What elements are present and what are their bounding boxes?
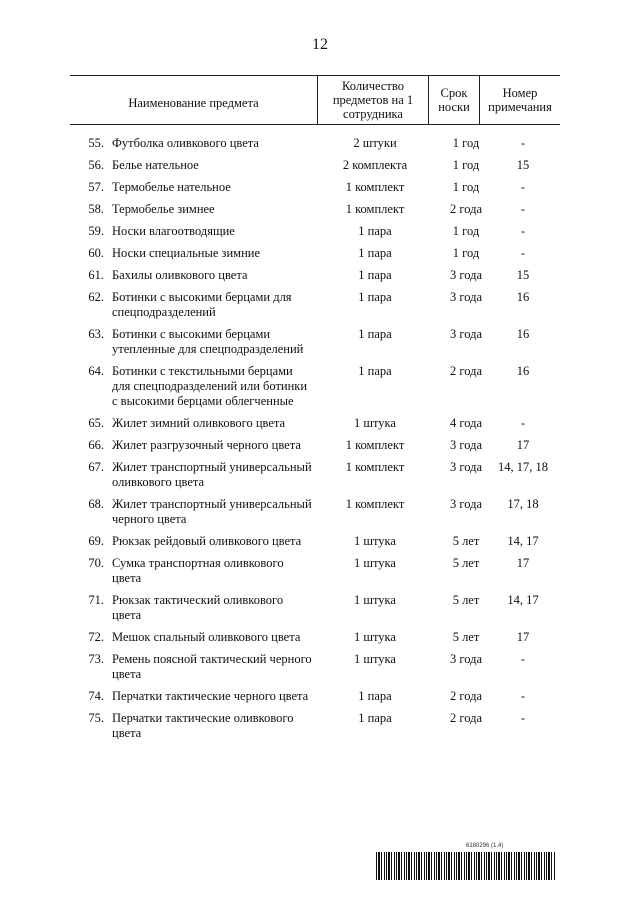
item-term: 3 года — [450, 460, 482, 474]
row-number: 66. — [88, 438, 104, 452]
table-row — [0, 593, 640, 623]
row-number: 57. — [88, 180, 104, 194]
item-quantity: 1 штука — [354, 652, 396, 666]
row-number: 59. — [88, 224, 104, 238]
item-quantity: 1 штука — [354, 593, 396, 607]
item-note: 15 — [516, 268, 530, 282]
item-name: Футболка оливкового цвета — [112, 136, 259, 150]
item-term: 4 года — [450, 416, 482, 430]
item-term: 3 года — [450, 652, 482, 666]
item-quantity: 1 пара — [358, 327, 392, 341]
item-note: - — [520, 689, 526, 703]
row-number: 55. — [88, 136, 104, 150]
row-number: 62. — [88, 290, 104, 304]
item-name: Перчатки тактические оливкового цвета — [112, 711, 294, 740]
item-term: 1 год — [452, 158, 480, 172]
table-row — [0, 460, 640, 490]
item-term: 1 год — [452, 246, 480, 260]
table-row — [0, 290, 640, 320]
item-note: - — [520, 180, 526, 194]
table-row — [0, 416, 640, 431]
item-name: Жилет зимний оливкового цвета — [112, 416, 286, 430]
table-row — [0, 556, 640, 586]
item-name: Носки влагоотводящие — [112, 224, 235, 238]
item-name: Белье нательное — [112, 158, 199, 172]
table-row — [0, 711, 640, 741]
item-quantity: 1 комплект — [345, 460, 405, 474]
header-quantity: Количество предметов на 1 сотрудника — [318, 76, 429, 124]
row-number: 65. — [88, 416, 104, 430]
item-term: 5 лет — [452, 556, 480, 570]
item-term: 2 года — [450, 711, 482, 725]
item-note: - — [520, 416, 526, 430]
item-note: - — [520, 246, 526, 260]
row-number: 60. — [88, 246, 104, 260]
item-term: 2 года — [450, 202, 482, 216]
item-name: Бахилы оливкового цвета — [112, 268, 248, 282]
item-name: Сумка транспортная оливкового цвета — [112, 556, 284, 585]
item-term: 5 лет — [452, 593, 480, 607]
row-number: 68. — [88, 497, 104, 511]
item-term: 3 года — [450, 268, 482, 282]
row-number: 69. — [88, 534, 104, 548]
table-row — [0, 136, 640, 151]
item-term: 3 года — [450, 497, 482, 511]
item-name: Жилет разгрузочный черного цвета — [112, 438, 301, 452]
row-number: 56. — [88, 158, 104, 172]
item-term: 1 год — [452, 180, 480, 194]
item-quantity: 1 комплект — [345, 180, 405, 194]
item-name: Перчатки тактические черного цвета — [112, 689, 309, 703]
row-number: 61. — [88, 268, 104, 282]
item-name: Ботинки с текстильными берцами для спецподразделений или ботинки с высокими берцами облегченные — [112, 364, 308, 408]
page-number: 12 — [312, 36, 328, 53]
item-name: Жилет транспортный универсальный оливкового цвета — [112, 460, 312, 489]
item-name: Носки специальные зимние — [112, 246, 261, 260]
item-quantity: 1 пара — [358, 689, 392, 703]
table-row — [0, 202, 640, 217]
row-number: 75. — [88, 711, 104, 725]
table-row — [0, 246, 640, 261]
header-note: Номер примечания — [488, 86, 552, 114]
row-number: 73. — [88, 652, 104, 666]
row-number: 67. — [88, 460, 104, 474]
table-row — [0, 364, 640, 409]
item-note: 16 — [516, 364, 530, 378]
item-term: 3 года — [450, 327, 482, 341]
item-note: - — [520, 202, 526, 216]
item-quantity: 2 штуки — [353, 136, 397, 150]
item-quantity: 1 штука — [354, 630, 396, 644]
item-note: - — [520, 224, 526, 238]
item-quantity: 2 комплекта — [342, 158, 408, 172]
item-term: 1 год — [452, 136, 480, 150]
item-quantity: 1 пара — [358, 364, 392, 378]
item-term: 1 год — [452, 224, 480, 238]
table-row — [0, 327, 640, 357]
item-term: 3 года — [450, 290, 482, 304]
item-name: Ботинки с высокими берцами для спецподразделений — [112, 290, 292, 319]
item-name: Термобелье зимнее — [112, 202, 215, 216]
item-quantity: 1 комплект — [345, 497, 405, 511]
row-number: 70. — [88, 556, 104, 570]
row-number: 58. — [88, 202, 104, 216]
table-row — [0, 534, 640, 549]
item-note: 17 — [516, 630, 530, 644]
item-quantity: 1 пара — [358, 224, 392, 238]
document-id: 6180296 (1.4) — [466, 843, 504, 849]
item-note: 14, 17 — [507, 593, 539, 607]
item-quantity: 1 комплект — [345, 438, 405, 452]
table-row — [0, 652, 640, 682]
item-quantity: 1 штука — [354, 416, 396, 430]
item-quantity: 1 штука — [354, 534, 396, 548]
row-number: 74. — [88, 689, 104, 703]
item-name: Рюкзак тактический оливкового цвета — [112, 593, 284, 622]
table-row — [0, 689, 640, 704]
table-body — [0, 136, 640, 748]
row-number: 71. — [88, 593, 104, 607]
item-name: Ремень поясной тактический черного цвета — [112, 652, 312, 681]
table-row — [0, 268, 640, 283]
item-quantity: 1 штука — [354, 556, 396, 570]
item-quantity: 1 пара — [358, 290, 392, 304]
item-name: Жилет транспортный универсальный черного цвета — [112, 497, 312, 526]
item-name: Ботинки с высокими берцами утепленные для спецподразделений — [112, 327, 304, 356]
item-note: 15 — [516, 158, 530, 172]
table-row — [0, 438, 640, 453]
item-note: 16 — [516, 290, 530, 304]
item-term: 2 года — [450, 689, 482, 703]
table-row — [0, 224, 640, 239]
item-name: Рюкзак рейдовый оливкового цвета — [112, 534, 302, 548]
header-name: Наименование предмета — [70, 76, 318, 124]
table-header — [70, 75, 560, 125]
item-quantity: 1 пара — [358, 246, 392, 260]
header-term: Срок носки — [429, 76, 480, 124]
row-number: 64. — [88, 364, 104, 378]
item-note: 14, 17, 18 — [498, 460, 548, 474]
item-note: - — [520, 136, 526, 150]
item-term: 2 года — [450, 364, 482, 378]
item-name: Термобелье нательное — [112, 180, 231, 194]
item-quantity: 1 пара — [358, 711, 392, 725]
item-note: 17 — [516, 556, 530, 570]
item-note: 17 — [516, 438, 530, 452]
item-note: - — [520, 652, 526, 666]
table-row — [0, 630, 640, 645]
item-quantity: 1 комплект — [345, 202, 405, 216]
item-term: 5 лет — [452, 534, 480, 548]
item-note: 16 — [516, 327, 530, 341]
item-note: 17, 18 — [507, 497, 539, 511]
row-number: 72. — [88, 630, 104, 644]
item-quantity: 1 пара — [358, 268, 392, 282]
item-note: - — [520, 711, 526, 725]
table-row — [0, 158, 640, 173]
table-row — [0, 497, 640, 527]
item-term: 3 года — [450, 438, 482, 452]
table-row — [0, 180, 640, 195]
row-number: 63. — [88, 327, 104, 341]
barcode — [376, 852, 556, 880]
item-note: 14, 17 — [507, 534, 539, 548]
item-name: Мешок спальный оливкового цвета — [112, 630, 301, 644]
item-term: 5 лет — [452, 630, 480, 644]
